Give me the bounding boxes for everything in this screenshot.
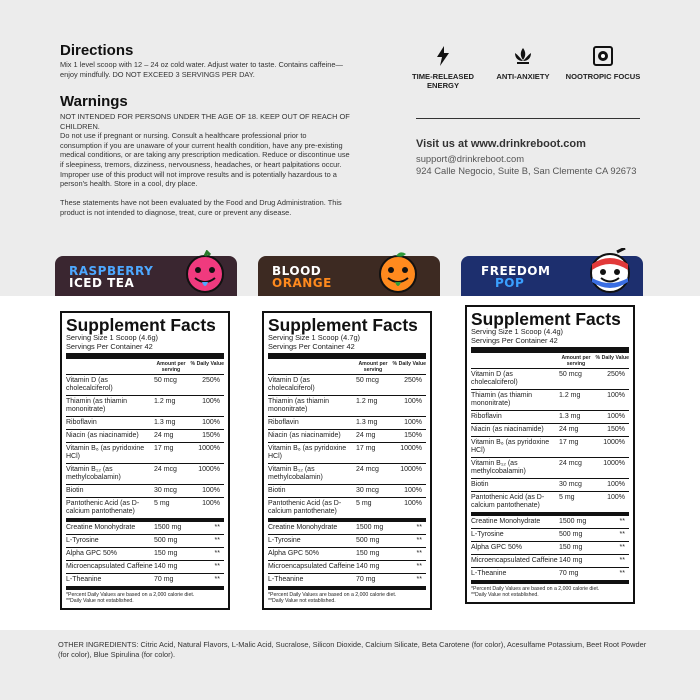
nutrient-name: Riboflavin	[471, 413, 502, 421]
facts-divider	[268, 353, 426, 359]
nutrient-name: Thiamin (as thiamin mononitrate)	[268, 398, 330, 414]
directions-text: Mix 1 level scoop with 12 – 24 oz cold water. Adjust water to taste. Contains caffeine—enjoy mindfully. DO NOT EXCEED 3 SERVINGS PER DAY.	[60, 60, 343, 79]
nutrient-amount: 5 mg	[356, 500, 372, 508]
facts-row	[268, 429, 426, 442]
facts-footnote	[66, 586, 224, 604]
facts-footnote	[471, 580, 629, 598]
facts-row	[471, 567, 629, 580]
nutrient-name: Pantothenic Acid (as D-calcium pantothenate)	[268, 500, 342, 516]
flavor-name-line1: FREEDOM	[481, 264, 551, 278]
facts-row	[268, 442, 426, 463]
nutrient-amount: 24 mcg	[154, 466, 177, 474]
nutrient-amount: 17 mg	[154, 445, 174, 453]
facts-title: Supplement Facts	[268, 315, 418, 335]
nutrient-daily-value: 100%	[404, 500, 422, 508]
lightning-bolt-icon	[435, 46, 451, 66]
nutrient-daily-value: **	[416, 550, 422, 558]
nutrient-name: Alpha GPC 50%	[471, 544, 522, 552]
nutrient-amount: 70 mg	[356, 576, 376, 584]
nutrient-name: Alpha GPC 50%	[66, 550, 117, 558]
facts-row	[471, 512, 629, 528]
facts-row	[66, 518, 224, 534]
nutrient-daily-value: 1000%	[198, 466, 220, 474]
nutrient-amount: 30 mcg	[559, 481, 582, 489]
nutrient-daily-value: 100%	[404, 419, 422, 427]
amount-header: Amount per serving	[156, 361, 186, 374]
nutrient-daily-value: **	[214, 524, 220, 532]
nutrient-amount: 50 mcg	[356, 377, 379, 385]
nutrient-name: Vitamin D (as cholecalciferol)	[66, 377, 113, 393]
facts-row	[66, 497, 224, 518]
nutrient-daily-value: **	[416, 524, 422, 532]
nutrient-name: Riboflavin	[66, 419, 97, 427]
warnings-heading: Warnings	[60, 93, 128, 110]
smiley-face-icon	[183, 250, 227, 294]
nutrient-daily-value: 100%	[404, 487, 422, 495]
facts-row	[268, 534, 426, 547]
facts-divider	[471, 347, 629, 353]
nutrient-name: Biotin	[471, 481, 489, 489]
nutrient-daily-value: **	[416, 563, 422, 571]
supplement-facts-panel-freedom	[465, 305, 635, 604]
facts-row	[471, 457, 629, 478]
flavor-tab-freedom-pop	[461, 256, 643, 296]
nutrient-daily-value: 100%	[202, 419, 220, 427]
nutrient-amount: 70 mg	[154, 576, 174, 584]
facts-row	[268, 463, 426, 484]
nutrient-amount: 50 mcg	[154, 377, 177, 385]
facts-title: Supplement Facts	[471, 309, 621, 329]
website-link[interactable]: Visit us at www.drinkreboot.com	[416, 138, 586, 150]
facts-row	[66, 534, 224, 547]
nutrient-daily-value: 100%	[202, 487, 220, 495]
supplement-facts-panel-orange	[262, 311, 432, 610]
nutrient-daily-value: 100%	[607, 392, 625, 400]
facts-row	[66, 463, 224, 484]
nutrient-name: Vitamin D (as cholecalciferol)	[471, 371, 518, 387]
flavor-name	[69, 265, 153, 289]
nutrient-name: Creatine Monohydrate	[66, 524, 136, 532]
daily-value-header: % Daily Value	[595, 355, 629, 362]
nutrient-daily-value: **	[619, 557, 625, 565]
facts-row	[471, 554, 629, 567]
facts-row	[268, 560, 426, 573]
amount-header: Amount per serving	[358, 361, 388, 374]
nutrient-name: Thiamin (as thiamin mononitrate)	[471, 392, 533, 408]
brain-focus-icon	[593, 46, 613, 66]
nutrient-name: Vitamin B₁₂ (as methylcobalamin)	[268, 466, 323, 482]
facts-row	[268, 573, 426, 586]
flavor-name-line1: BLOOD	[272, 264, 322, 278]
nutrient-name: L-Tyrosine	[66, 537, 99, 545]
nutrient-name: Pantothenic Acid (as D-calcium pantothenate)	[66, 500, 140, 516]
facts-divider	[66, 353, 224, 359]
warnings-text: NOT INTENDED FOR PERSONS UNDER THE AGE OF 18. KEEP OUT OF REACH OF CHILDREN. Do not use if pregnant or nursing. Consult a healthcare professional prior to consumption if you are unaware of your current health condition, have any pre-existing medical conditions, or are taking any prescription medication. Reduce or discontinue use if sleepiness, tremors, dizziness, nervousness, headaches, or heart palpitations occur. Improper use of this product will not improve results and is potentially hazardous to a person's health. Store in a cool, dry place. These statements have not been evaluated by the Food and Drug Administration. This product is not intended to diagnose, treat, cure or prevent any disease.	[60, 112, 350, 217]
nutrient-name: L-Theanine	[268, 576, 304, 584]
supplement-facts-panel-raspberry	[60, 311, 230, 610]
nutrient-name: Microencapsulated Caffeine	[66, 563, 153, 571]
nutrient-name: Vitamin B₆ (as pyridoxine HCl)	[268, 445, 347, 461]
nutrient-name: L-Theanine	[66, 576, 102, 584]
feature-label: ANTI-ANXIETY	[496, 72, 550, 81]
directions-heading: Directions	[60, 42, 134, 59]
facts-row	[66, 560, 224, 573]
flavor-name	[272, 265, 332, 289]
facts-row	[66, 442, 224, 463]
nutrient-name: Alpha GPC 50%	[268, 550, 319, 558]
nutrient-amount: 1.2 mg	[559, 392, 581, 400]
facts-header	[268, 360, 426, 374]
nutrient-amount: 1.3 mg	[154, 419, 176, 427]
facts-row	[471, 528, 629, 541]
nutrient-amount: 17 mg	[559, 439, 579, 447]
nutrient-amount: 1500 mg	[356, 524, 384, 532]
nutrient-amount: 1.2 mg	[356, 398, 378, 406]
divider	[416, 118, 640, 119]
nutrient-amount: 50 mcg	[559, 371, 582, 379]
nutrient-amount: 5 mg	[154, 500, 170, 508]
footnote-daily-values: *Percent Daily Values are based on a 2,000 calorie diet.	[471, 586, 600, 593]
flavor-name	[481, 265, 550, 289]
nutrient-daily-value: 150%	[202, 432, 220, 440]
nutrient-amount: 24 mg	[559, 426, 579, 434]
nutrient-name: Thiamin (as thiamin mononitrate)	[66, 398, 128, 414]
nutrient-name: Vitamin B₁₂ (as methylcobalamin)	[66, 466, 121, 482]
facts-header	[471, 354, 629, 368]
facts-row	[471, 368, 629, 389]
nutrient-amount: 24 mcg	[356, 466, 379, 474]
facts-row	[268, 497, 426, 518]
footnote-not-established: **Daily Value not established.	[66, 598, 134, 605]
facts-row	[268, 547, 426, 560]
nutrient-daily-value: **	[619, 518, 625, 526]
nutrient-daily-value: **	[214, 537, 220, 545]
flavor-name-line2: ORANGE	[272, 276, 332, 290]
feature-icons	[403, 46, 643, 90]
serving-size: Serving Size 1 Scoop (4.6g)	[66, 333, 159, 342]
flavor-name-line1: RASPBERRY	[69, 264, 154, 278]
nutrient-amount: 1500 mg	[559, 518, 587, 526]
nutrient-daily-value: **	[214, 576, 220, 584]
nutrient-amount: 140 mg	[154, 563, 178, 571]
serving-size: Serving Size 1 Scoop (4.7g)	[268, 333, 361, 342]
facts-row	[471, 410, 629, 423]
lotus-icon	[512, 46, 534, 66]
footnote-not-established: **Daily Value not established.	[268, 598, 336, 605]
daily-value-header: % Daily Value	[392, 361, 426, 368]
feature-label: TIME-RELEASED ENERGY	[411, 72, 475, 90]
nutrient-daily-value: **	[619, 531, 625, 539]
facts-row	[268, 374, 426, 395]
nutrient-amount: 1.3 mg	[559, 413, 581, 421]
nutrient-name: Biotin	[268, 487, 286, 495]
nutrient-daily-value: 1000%	[400, 466, 422, 474]
nutrient-daily-value: 100%	[607, 481, 625, 489]
facts-row	[66, 416, 224, 429]
nutrient-name: Vitamin B₆ (as pyridoxine HCl)	[66, 445, 145, 461]
nutrient-daily-value: 250%	[607, 371, 625, 379]
other-ingredients: OTHER INGREDIENTS: Citric Acid, Natural Flavors, L-Malic Acid, Sucralose, Silicon Dioxide, Calcium Silicate, Beta Carotene (for color), Acesulfame Potassium, Beet Root Powder (for color), Blue Spirulina (for color).	[58, 640, 647, 659]
facts-row	[471, 436, 629, 457]
nutrient-daily-value: 100%	[202, 500, 220, 508]
facts-row	[268, 518, 426, 534]
nutrient-daily-value: 1000%	[603, 439, 625, 447]
nutrient-daily-value: **	[619, 570, 625, 578]
facts-row	[66, 374, 224, 395]
nutrient-daily-value: 100%	[404, 398, 422, 406]
nutrient-daily-value: 250%	[202, 377, 220, 385]
servings-per-container: Servings Per Container 42	[471, 335, 558, 345]
facts-row	[471, 541, 629, 554]
daily-value-header: % Daily Value	[190, 361, 224, 368]
rocket-pop-face-icon	[587, 248, 633, 294]
facts-row	[66, 484, 224, 497]
amount-header: Amount per serving	[561, 355, 591, 368]
flavor-name-line2: ICED TEA	[69, 276, 135, 290]
facts-row	[471, 478, 629, 491]
facts-row	[268, 395, 426, 416]
facts-row	[66, 429, 224, 442]
nutrient-daily-value: 100%	[607, 494, 625, 502]
nutrient-amount: 140 mg	[559, 557, 583, 565]
footnote-not-established: **Daily Value not established.	[471, 592, 539, 599]
orange-face-icon	[376, 250, 420, 294]
nutrient-amount: 1500 mg	[154, 524, 182, 532]
servings-per-container: Servings Per Container 42	[66, 341, 153, 351]
nutrient-amount: 17 mg	[356, 445, 376, 453]
feature-label: NOOTROPIC FOCUS	[565, 72, 641, 81]
nutrient-amount: 30 mcg	[356, 487, 379, 495]
nutrient-name: Pantothenic Acid (as D-calcium pantothenate)	[471, 494, 545, 510]
nutrient-amount: 150 mg	[356, 550, 380, 558]
nutrient-name: Microencapsulated Caffeine	[268, 563, 355, 571]
nutrient-amount: 500 mg	[559, 531, 583, 539]
nutrient-daily-value: 150%	[607, 426, 625, 434]
nutrient-name: Biotin	[66, 487, 84, 495]
contact-info	[416, 153, 636, 177]
nutrient-daily-value: **	[214, 550, 220, 558]
nutrient-daily-value: **	[619, 544, 625, 552]
nutrient-daily-value: **	[416, 537, 422, 545]
facts-row	[471, 389, 629, 410]
footnote-daily-values: *Percent Daily Values are based on a 2,000 calorie diet.	[66, 592, 195, 599]
serving-size: Serving Size 1 Scoop (4.4g)	[471, 327, 564, 336]
facts-title: Supplement Facts	[66, 315, 216, 335]
flavor-tab-raspberry-iced-tea	[55, 256, 237, 296]
nutrient-daily-value: 250%	[404, 377, 422, 385]
flavor-name-line2: POP	[495, 276, 525, 290]
nutrient-amount: 150 mg	[559, 544, 583, 552]
nutrient-daily-value: 100%	[202, 398, 220, 406]
servings-per-container: Servings Per Container 42	[268, 341, 355, 351]
nutrient-amount: 70 mg	[559, 570, 579, 578]
nutrient-amount: 24 mg	[154, 432, 174, 440]
nutrient-amount: 500 mg	[356, 537, 380, 545]
nutrient-name: Vitamin D (as cholecalciferol)	[268, 377, 315, 393]
support-email[interactable]: support@drinkreboot.com	[416, 153, 525, 164]
nutrient-name: Riboflavin	[268, 419, 299, 427]
facts-row	[66, 547, 224, 560]
nutrient-name: Niacin (as niacinamide)	[66, 432, 139, 440]
nutrient-name: Creatine Monohydrate	[471, 518, 541, 526]
facts-footnote	[268, 586, 426, 604]
nutrient-name: Vitamin B₁₂ (as methylcobalamin)	[471, 460, 526, 476]
nutrient-name: Vitamin B₆ (as pyridoxine HCl)	[471, 439, 550, 455]
company-address: 924 Calle Negocio, Suite B, San Clemente CA 92673	[416, 165, 637, 176]
nutrient-daily-value: 150%	[404, 432, 422, 440]
nutrient-amount: 24 mg	[356, 432, 376, 440]
feature-energy	[403, 46, 483, 90]
nutrient-daily-value: **	[214, 563, 220, 571]
facts-row	[268, 484, 426, 497]
nutrient-amount: 150 mg	[154, 550, 178, 558]
nutrient-name: Microencapsulated Caffeine	[471, 557, 558, 565]
nutrient-amount: 1.2 mg	[154, 398, 176, 406]
nutrient-daily-value: 1000%	[198, 445, 220, 453]
nutrient-name: Niacin (as niacinamide)	[268, 432, 341, 440]
nutrient-name: L-Theanine	[471, 570, 507, 578]
nutrient-name: Creatine Monohydrate	[268, 524, 338, 532]
nutrient-daily-value: 1000%	[603, 460, 625, 468]
nutrient-daily-value: **	[416, 576, 422, 584]
nutrient-name: L-Tyrosine	[268, 537, 301, 545]
nutrient-amount: 140 mg	[356, 563, 380, 571]
nutrient-daily-value: 100%	[607, 413, 625, 421]
feature-focus	[563, 46, 643, 90]
nutrient-amount: 1.3 mg	[356, 419, 378, 427]
feature-anti-anxiety	[483, 46, 563, 90]
nutrient-amount: 30 mcg	[154, 487, 177, 495]
nutrient-amount: 5 mg	[559, 494, 575, 502]
facts-row	[268, 416, 426, 429]
facts-row	[66, 395, 224, 416]
facts-row	[471, 423, 629, 436]
nutrient-name: Niacin (as niacinamide)	[471, 426, 544, 434]
nutrient-amount: 24 mcg	[559, 460, 582, 468]
nutrient-amount: 500 mg	[154, 537, 178, 545]
flavor-tab-blood-orange	[258, 256, 440, 296]
nutrient-daily-value: 1000%	[400, 445, 422, 453]
footnote-daily-values: *Percent Daily Values are based on a 2,000 calorie diet.	[268, 592, 397, 599]
nutrient-name: L-Tyrosine	[471, 531, 504, 539]
facts-header	[66, 360, 224, 374]
facts-row	[471, 491, 629, 512]
facts-row	[66, 573, 224, 586]
